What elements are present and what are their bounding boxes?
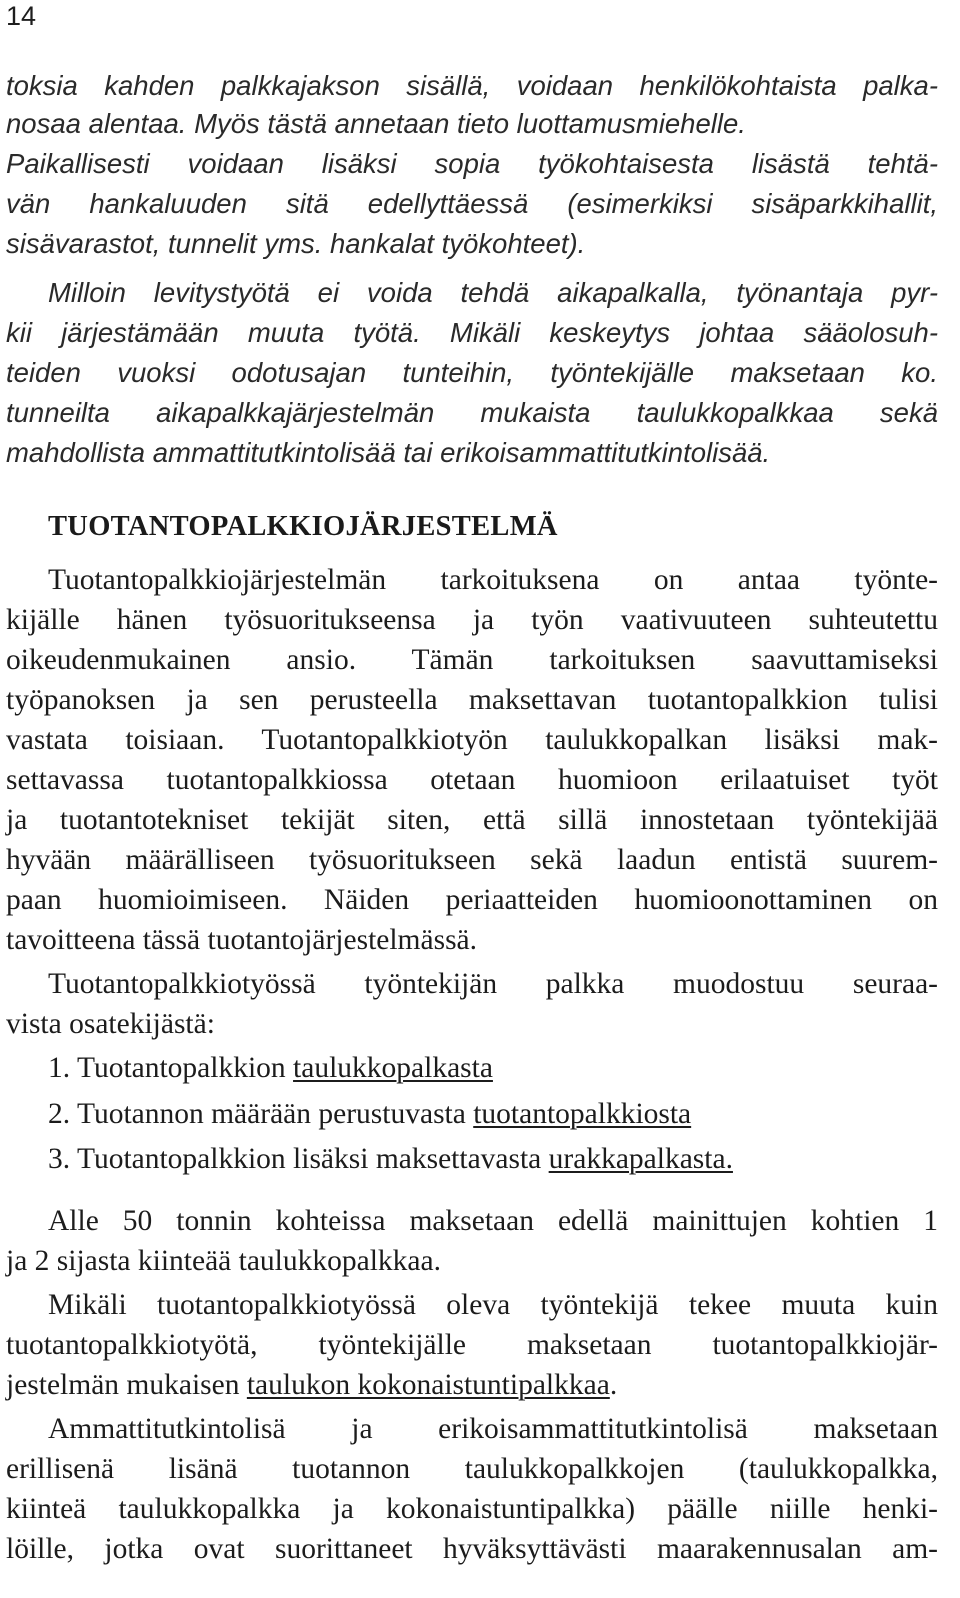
list-item-underlined: taulukkopalkasta bbox=[293, 1052, 493, 1084]
text-line: kijälle hänen työsuoritukseensa ja työn vaativuuteen suhteutettu bbox=[6, 604, 938, 636]
text-line: tuotantopalkkiotyötä, työntekijälle maksetaan tuotantopalkkiojär- bbox=[6, 1329, 938, 1361]
text-line: erillisenä lisänä tuotannon taulukkopalkkojen (taulukkopalkka, bbox=[6, 1453, 938, 1485]
text-line: Tuotantopalkkiojärjestelmän tarkoituksena on antaa työnte- bbox=[48, 564, 938, 596]
text-line: mahdollista ammattitutkintolisää tai erikoisammattitutkintolisää. bbox=[6, 437, 771, 468]
text-line: sisävarastot, tunnelit yms. hankalat työkohteet). bbox=[6, 228, 586, 259]
list-item bbox=[48, 1096, 938, 1132]
text-line: Milloin levitystyötä ei voida tehdä aikapalkalla, työnantaja pyr- bbox=[48, 277, 938, 308]
text-line: oikeudenmukainen ansio. Tämän tarkoituksen saavuttamiseksi bbox=[6, 644, 938, 676]
list-item-underlined: urakkapalkasta. bbox=[548, 1143, 733, 1175]
list-item bbox=[48, 1050, 938, 1086]
text-line: teiden vuoksi odotusajan tunteihin, työntekijälle maksetaan ko. bbox=[6, 357, 938, 388]
text-span: jestelmän mukaisen bbox=[6, 1369, 247, 1401]
text-span: . bbox=[609, 1369, 618, 1401]
list-item bbox=[48, 1141, 938, 1177]
text-line: ja 2 sijasta kiinteää taulukkopalkkaa. bbox=[6, 1245, 441, 1277]
text-line bbox=[6, 1367, 938, 1403]
text-line: nosaa alentaa. Myös tästä annetaan tieto luottamusmiehelle. bbox=[6, 108, 746, 139]
text-line: hyvään määrälliseen työsuoritukseen sekä laadun entistä suurem- bbox=[6, 844, 938, 876]
text-line: paan huomioimiseen. Näiden periaatteiden huomioonottaminen on bbox=[6, 884, 938, 916]
list-item-text: 2. Tuotannon määrään perustuvasta bbox=[48, 1098, 474, 1130]
text-line: settavassa tuotantopalkkiossa otetaan huomioon erilaatuiset työt bbox=[6, 764, 938, 796]
text-line: Mikäli tuotantopalkkiotyössä oleva työntekijä tekee muuta kuin bbox=[48, 1289, 938, 1321]
text-line: kiinteä taulukkopalkka ja kokonaistuntipalkka) päälle niille henki- bbox=[6, 1493, 938, 1525]
text-line: tunneilta aikapalkkajärjestelmän mukaista taulukkopalkkaa sekä bbox=[6, 397, 938, 428]
page-number: 14 bbox=[6, 1, 37, 31]
list-item-text: 1. Tuotantopalkkion bbox=[48, 1052, 294, 1084]
text-line: Ammattitutkintolisä ja erikoisammattitutkintolisä maksetaan bbox=[48, 1413, 938, 1445]
text-line: tavoitteena tässä tuotantojärjestelmässä. bbox=[6, 924, 478, 956]
text-line: Tuotantopalkkiotyössä työntekijän palkka muodostuu seuraa- bbox=[48, 968, 938, 1000]
text-line: Paikallisesti voidaan lisäksi sopia työkohtaisesta lisästä tehtä- bbox=[6, 148, 938, 179]
text-line: vastata toisiaan. Tuotantopalkkiotyön taulukkopalkan lisäksi mak- bbox=[6, 724, 938, 756]
list-item-text: 3. Tuotantopalkkion lisäksi maksettavasta bbox=[48, 1143, 549, 1175]
text-line: vän hankaluuden sitä edellyttäessä (esimerkiksi sisäparkkihallit, bbox=[6, 188, 938, 219]
list-item-underlined: tuotantopalkkiosta bbox=[473, 1098, 692, 1130]
text-line: kii järjestämään muuta työtä. Mikäli keskeytys johtaa sääolosuh- bbox=[6, 317, 938, 348]
section-heading: TUOTANTOPALKKIOJÄRJESTELMÄ bbox=[48, 511, 558, 542]
text-line: vista osatekijästä: bbox=[6, 1008, 215, 1040]
text-line: työpanoksen ja sen perusteella maksettavan tuotantopalkkion tulisi bbox=[6, 684, 938, 716]
text-line: toksia kahden palkkajakson sisällä, voidaan henkilökohtaista palka- bbox=[6, 70, 938, 101]
text-span-underlined: taulukon kokonaistuntipalkkaa bbox=[246, 1369, 610, 1401]
text-line: Alle 50 tonnin kohteissa maksetaan edellä mainittujen kohtien 1 bbox=[48, 1205, 938, 1237]
text-line: ja tuotantotekniset tekijät siten, että sillä innostetaan työntekijää bbox=[6, 804, 938, 836]
text-line: löille, jotka ovat suorittaneet hyväksyttävästi maarakennusalan am- bbox=[6, 1533, 938, 1565]
